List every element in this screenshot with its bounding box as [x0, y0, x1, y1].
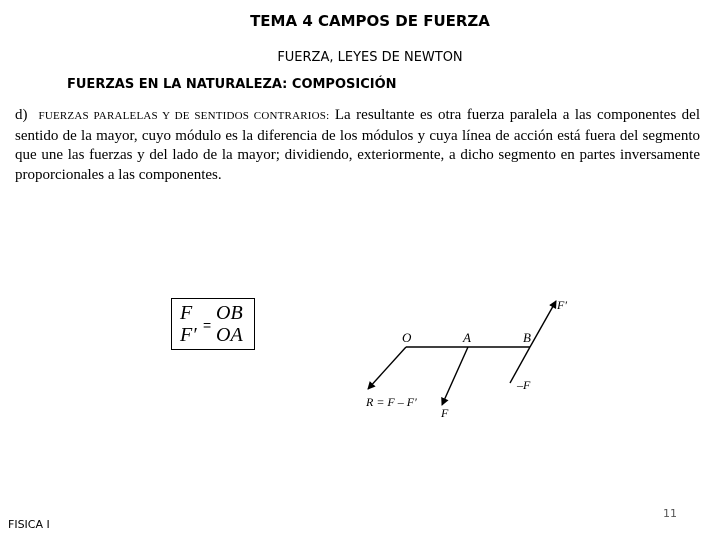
slide-subtitle: FUERZA, LEYES DE NEWTON: [277, 50, 463, 65]
label-F: F: [441, 406, 449, 420]
label-F-prime: F′: [557, 298, 567, 312]
definition-paragraph: [15, 106, 700, 185]
label-minus-F: –F: [517, 378, 531, 392]
item-body: La resultante es otra fuerza paralela a las componentes del sentido de la mayor, cuyo módulo es la diferencia de los módulos y cuya línea de acción está fuera del segmento que une las fuerzas y del lado de la mayor; dividiendo, exteriormente, a dicho segmento en partes inversamente proporcionales a las componentes.: [15, 107, 700, 183]
page-number: 11: [663, 507, 677, 520]
proportion-formula: [172, 299, 254, 349]
resultant-arrow: [368, 347, 406, 389]
label-resultant: R = F – F′: [366, 395, 417, 409]
formula-equals: =: [203, 317, 212, 333]
forces-diagram: [360, 285, 590, 425]
formula-den-right: OA: [216, 324, 243, 346]
point-A-label: A: [463, 330, 471, 345]
footer-course: FISICA I: [8, 518, 50, 531]
point-B-label: B: [523, 330, 531, 345]
force-F-prime-arrow: [530, 301, 556, 347]
item-label: d): [15, 107, 28, 123]
item-heading: FUERZAS PARALELAS Y DE SENTIDOS CONTRARIOS:: [38, 110, 330, 122]
point-O-label: O: [402, 330, 412, 345]
section-heading: FUERZAS EN LA NATURALEZA: COMPOSICIÓN: [67, 77, 397, 92]
formula-den-left: F′: [180, 324, 197, 346]
formula-box: [171, 298, 255, 350]
slide-title: TEMA 4 CAMPOS DE FUERZA: [250, 12, 490, 30]
formula-num-left: F: [180, 302, 193, 324]
force-F-arrow: [442, 347, 468, 405]
formula-num-right: OB: [216, 302, 243, 324]
